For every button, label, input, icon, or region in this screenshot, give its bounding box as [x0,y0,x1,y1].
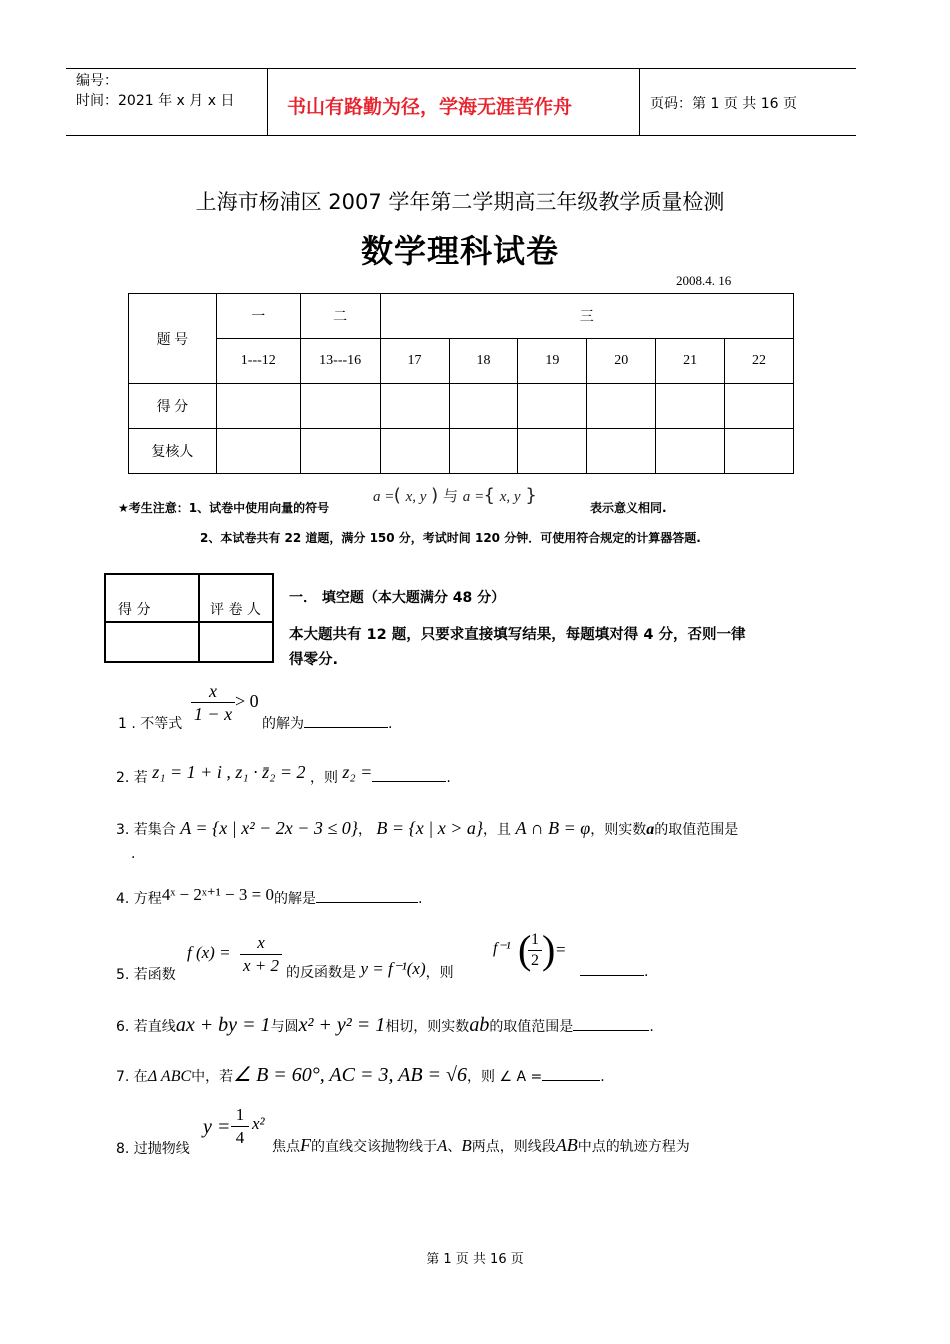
reviewer-cell[interactable] [449,429,518,474]
grader-score-label: 得 分 [105,574,199,622]
q8-suffix: 中点的轨迹方程为 [577,1139,690,1155]
q7-answer-blank[interactable] [542,1080,600,1081]
q1-line [262,713,392,733]
q4-answer-blank[interactable] [316,902,418,903]
q5-then: ，则 [425,965,454,981]
q2-answer-blank[interactable] [372,781,446,782]
q3-line [116,818,738,839]
q5-line [286,959,454,982]
q6-mid1: 与圆 [270,1019,299,1035]
q8-y: y = [203,1116,231,1138]
grader-name-cell[interactable] [199,622,273,662]
score-cell[interactable] [587,384,656,429]
q5-finv: f⁻¹ [493,940,511,957]
reviewer-cell[interactable] [725,429,794,474]
header-motto: 书山有路勤为径，学海无涯苦作舟 [287,96,573,118]
question-col-19: 19 [518,339,587,384]
reviewer-cell[interactable] [656,429,725,474]
q5-numerator: x [257,933,265,952]
reviewer-cell[interactable] [380,429,449,474]
q7-end: . [600,1069,605,1085]
q8-mid1: 焦点 [272,1139,300,1155]
q6-mid2: 相切，则实数 [385,1019,470,1035]
q3-end: . [131,846,136,862]
q8-F: F [300,1135,311,1155]
reviewer-cell[interactable] [518,429,587,474]
q8-sep: 、 [447,1139,462,1155]
q8-prefix: 8. 过抛物线 [116,1141,190,1157]
score-cell[interactable] [518,384,587,429]
q4-end: . [417,891,423,907]
score-row-label-reviewer: 复核人 [129,429,217,474]
q8-fraction [231,1104,249,1149]
q5-answer-blank[interactable] [580,975,644,976]
q4-eq: 4ˣ − 2ˣ⁺¹ − 3 = 0 [161,885,274,904]
q3-cond: A ∩ B = φ [515,818,591,838]
q8-x2: x² [252,1114,265,1133]
score-table [128,293,794,474]
q3-and: ，且 [483,822,512,838]
q3-tail: 的取值范围是 [654,822,739,838]
q5-arg-den: 2 [531,952,539,969]
question-col-20: 20 [587,339,656,384]
q3-prefix: 3. 若集合 [116,822,176,838]
q3-setB: B = {x | x > a} [376,818,484,838]
q1-prefix: 1 . 不等式 [118,716,183,732]
q5-paren-right: ) [542,927,556,972]
q5-arg-num: 1 [531,931,539,948]
vec-xy-1: x, y [405,489,427,505]
q7-line [116,1062,605,1087]
q6-circle: x² + y² = 1 [298,1014,386,1036]
q8-AB: AB [555,1135,578,1155]
score-cell[interactable] [656,384,725,429]
reviewer-cell[interactable] [216,429,300,474]
section1-range: 1---12 [216,339,300,384]
q5-answer [580,964,648,980]
header-page-label: 页码：第 1 页 共 16 页 [650,96,797,112]
score-cell[interactable] [725,384,794,429]
exam-title-line2: 数学理科试卷 [360,232,559,270]
header-time-label: 时间：2021 年 x 月 x 日 [76,93,235,109]
question-col-22: 22 [725,339,794,384]
q1-answer-blank[interactable] [304,727,388,728]
score-cell[interactable] [449,384,518,429]
q5-mid: 的反函数是 [286,965,356,981]
q7-cond: ∠ B = 60°, AC = 3, AB = √6 [233,1064,468,1086]
note1-suffix: 表示意义相同. [590,501,667,515]
q5-f: f (x) = [187,943,231,962]
question-col-17: 17 [380,339,449,384]
grader-name-label: 评 卷 人 [199,574,273,622]
vec-eq-1: = [385,489,394,505]
q6-suffix: 的取值范围是 [489,1019,574,1035]
q8-B: B [461,1136,472,1155]
header-divider-left [267,68,268,136]
q1-suffix: 的解为 [262,716,304,732]
section2-range: 13---16 [300,339,380,384]
header-top-rule [66,68,856,69]
q2-z2: z₂ = [342,762,373,782]
q5-denominator: x + 2 [242,956,280,975]
q2-expr: z₁ = 1 + i , z₁ · z̄₂ = 2 [152,762,306,782]
score-row-label-score: 得 分 [129,384,217,429]
section1-instructions-line1: 本大题共有 12 题，只要求直接填写结果，每题填对得 4 分，否则一律 [289,627,746,643]
header-divider-right [639,68,640,136]
q7-then: ，则 ∠ A = [467,1069,543,1085]
q5-arg [528,930,542,971]
section3-header: 三 [380,294,793,339]
q8-mid2: 的直线交该抛物线于 [311,1139,437,1155]
q6-line [116,1014,654,1037]
q1-denominator: 1 − x [193,704,233,724]
reviewer-cell[interactable] [587,429,656,474]
q4-suffix: 的解是 [273,891,316,907]
q8-A: A [437,1136,448,1155]
section1-instructions-line2: 得零分. [289,652,339,668]
q7-tri: Δ ABC [147,1068,192,1085]
section1-header: 一 [216,294,300,339]
q6-prefix: 6. 若直线 [116,1019,176,1035]
vector-notation: a =( x, y ) 与 a ={ x, y } [373,485,537,506]
q6-answer-blank[interactable] [573,1030,649,1031]
score-row-label-number: 题 号 [129,294,217,384]
q8-mid3: 两点，则线段 [471,1139,556,1155]
vec-eq-2: = [475,489,484,505]
page-footer: 第 1 页 共 16 页 [426,1252,524,1267]
vec-xy-2: x, y [499,489,521,505]
vec-and: 与 [442,487,458,505]
q4-prefix: 4. 方程 [116,891,162,907]
q6-line-eq: ax + by = 1 [175,1014,271,1036]
score-cell[interactable] [300,384,380,429]
q3-setA: A = {x | x² − 2x − 3 ≤ 0} [180,818,358,838]
q3-comma: ， [357,822,372,838]
score-cell[interactable] [216,384,300,429]
vec-a-2: a [462,489,471,505]
q8-den: 4 [235,1128,245,1147]
q2-prefix: 2. 若 [116,770,148,786]
vec-a-1: a [373,489,381,505]
question-col-21: 21 [656,339,725,384]
q8-num: 1 [235,1105,245,1124]
q5-fraction [240,932,282,977]
q5-eq: = [556,940,566,959]
q3-suffix: ，则实数 [590,822,647,838]
q1-end: . [388,716,393,732]
q5-paren-left: ( [518,927,532,972]
q1-fraction [191,680,259,725]
q6-ab: ab [469,1014,490,1036]
q3-var: a [646,821,655,838]
q2-mid: ，则 [309,770,338,786]
note2: 2、本试卷共有 22 道题，满分 150 分，考试时间 120 分钟．可使用符合规定的计算器答题. [200,531,701,545]
grader-box [104,573,274,663]
section2-header: 二 [300,294,380,339]
q4-line [116,885,423,908]
score-cell[interactable] [380,384,449,429]
header-code-label: 编号： [76,73,118,89]
q2-line [116,762,451,787]
q1-rel: > 0 [235,691,259,711]
q7-prefix: 7. 在 [116,1069,148,1085]
q7-mid: 中，若 [191,1069,234,1085]
exam-date: 2008.4. 16 [676,273,732,288]
section1-title: 一． 填空题（本大题满分 48 分） [289,590,506,606]
question-col-18: 18 [449,339,518,384]
exam-title-line1: 上海市杨浦区 2007 学年第二学期高三年级教学质量检测 [195,190,725,214]
q1-numerator: x [209,681,217,701]
grader-score-cell[interactable] [105,622,199,662]
q2-end: . [446,770,451,786]
q5-end: . [644,964,649,980]
q8-line [272,1135,690,1156]
note1-prefix: ★考生注意：1、试卷中使用向量的符号 [118,501,330,515]
q6-end: . [649,1019,654,1035]
reviewer-cell[interactable] [300,429,380,474]
header-bottom-rule [66,135,856,136]
q5-inv: y = f⁻¹(x) [360,959,426,978]
q5-prefix: 5. 若函数 [116,967,176,983]
